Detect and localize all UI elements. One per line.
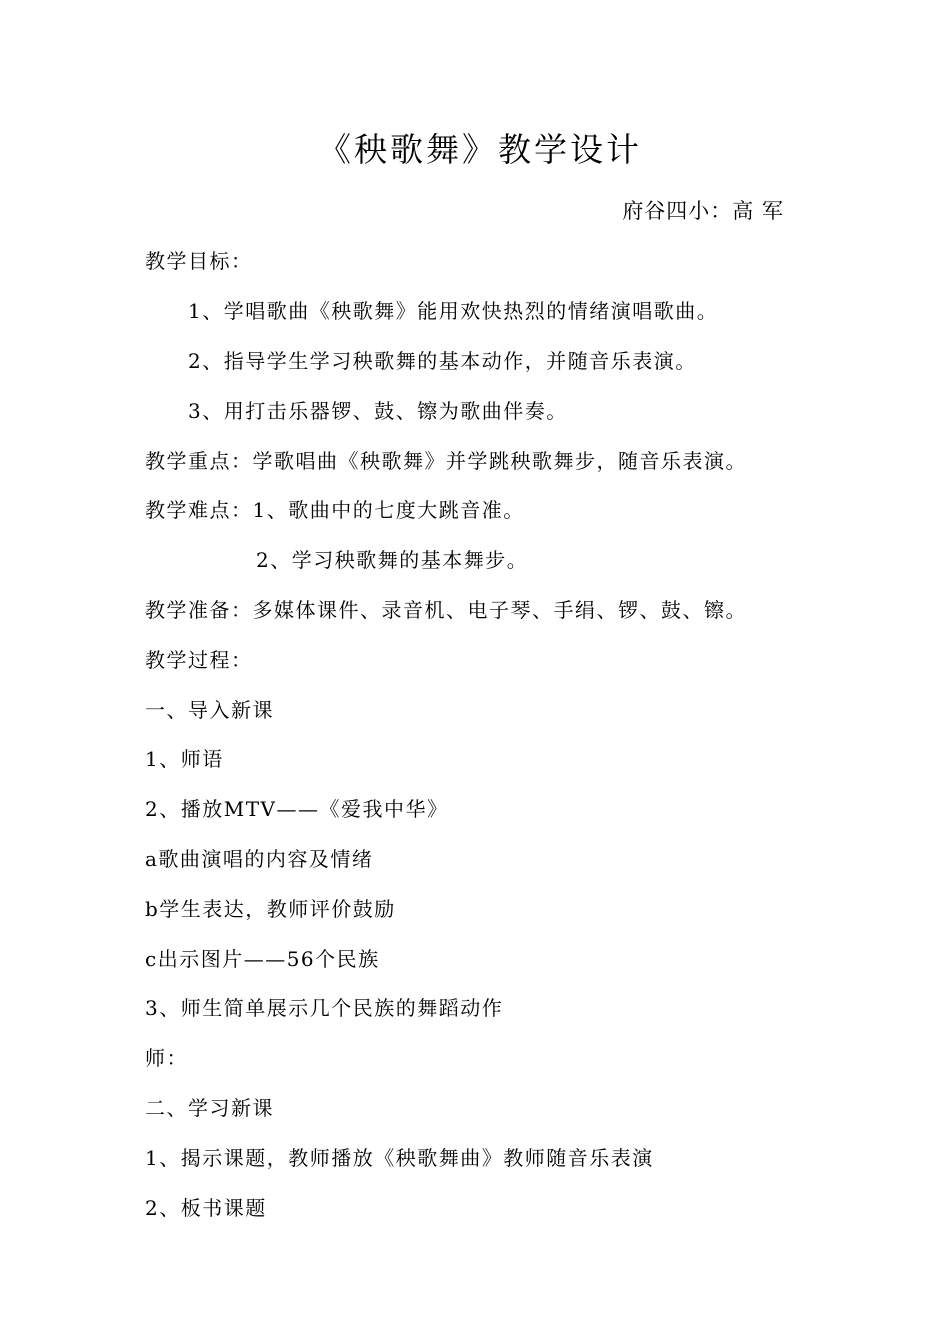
objective-item-1: 1、学唱歌曲《秧歌舞》能用欢快热烈的情绪演唱歌曲。 [188, 299, 719, 323]
teacher-line: 师： [145, 1046, 188, 1070]
key-points-line: 教学重点：学歌唱曲《秧歌舞》并学跳秧歌舞步，随音乐表演。 [145, 449, 747, 473]
section-2-heading: 二、学习新课 [145, 1096, 274, 1120]
list-item: 1、师语 [145, 747, 224, 771]
difficulty-line-1: 教学难点：1、歌曲中的七度大跳音准。 [145, 498, 525, 522]
list-item: a歌曲演唱的内容及情绪 [145, 847, 374, 871]
section-1-heading: 一、导入新课 [145, 698, 274, 722]
list-item: 3、师生简单展示几个民族的舞蹈动作 [145, 996, 504, 1020]
section-objectives-heading: 教学目标： [145, 249, 253, 273]
difficulty-line-2: 2、学习秧歌舞的基本舞步。 [256, 548, 529, 572]
list-item: 1、揭示课题，教师播放《秧歌舞曲》教师随音乐表演 [145, 1146, 654, 1170]
objective-item-3: 3、用打击乐器锣、鼓、镲为歌曲伴奏。 [188, 399, 568, 423]
preparation-line: 教学准备：多媒体课件、录音机、电子琴、手绢、锣、鼓、镲。 [145, 598, 747, 622]
list-item: b学生表达，教师评价鼓励 [145, 897, 396, 921]
process-heading: 教学过程： [145, 648, 253, 672]
list-item: c出示图片——56个民族 [145, 947, 380, 971]
document-title: 《秧歌舞》教学设计 [318, 130, 642, 169]
list-item: 2、板书课题 [145, 1196, 267, 1220]
author-line: 府谷四小：高 军 [622, 199, 784, 223]
objective-item-2: 2、指导学生学习秧歌舞的基本动作，并随音乐表演。 [188, 349, 697, 373]
list-item: 2、播放MTV——《爱我中华》 [145, 797, 449, 821]
